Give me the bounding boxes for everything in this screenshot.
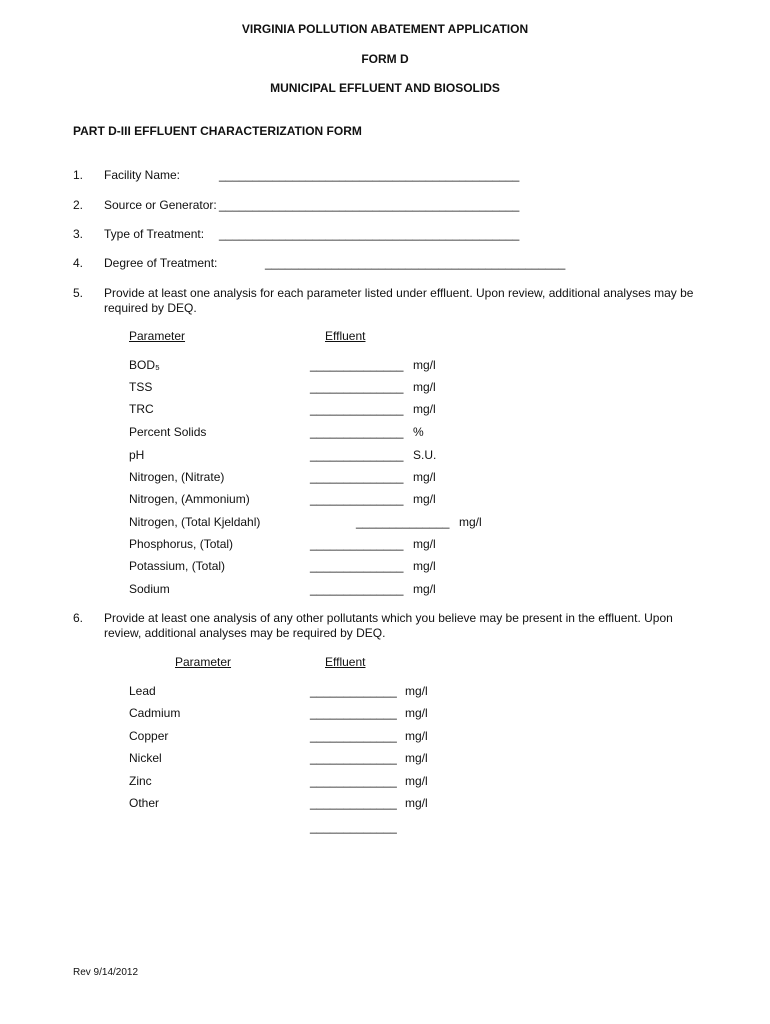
revision-date: Rev 9/14/2012	[73, 967, 139, 978]
q5-param: Percent Solids	[129, 425, 207, 439]
question-6-text: Provide at least one analysis of any other pollutants which you believe may be present in the effluent. Upon review, additional analyses may be required by DEQ.	[104, 611, 673, 640]
q5-effluent-field[interactable]: ______________	[310, 402, 404, 416]
q6-effluent-field[interactable]: _____________	[310, 751, 397, 765]
q5-unit: mg/l	[413, 358, 436, 372]
q5-unit: mg/l	[413, 402, 436, 416]
q5-param: Sodium	[129, 582, 170, 596]
form-label: FORM D	[361, 52, 409, 66]
q5-unit: mg/l	[459, 515, 482, 529]
q5-effluent-field[interactable]: ______________	[310, 380, 404, 394]
q5-effluent-field[interactable]: ______________	[310, 358, 404, 372]
degree-of-treatment-field[interactable]: _____________________________________________	[265, 256, 566, 270]
q5-param: Nitrogen, (Total Kjeldahl)	[129, 515, 261, 529]
form-subtitle: MUNICIPAL EFFLUENT AND BIOSOLIDS	[270, 81, 500, 95]
q5-effluent-field[interactable]: ______________	[310, 582, 404, 596]
q6-effluent-field[interactable]: _____________	[310, 729, 397, 743]
q5-unit: mg/l	[413, 559, 436, 573]
q6-unit: mg/l	[405, 729, 428, 743]
question-5-text: Provide at least one analysis for each parameter listed under effluent. Upon review, additional analyses may be required by DEQ.	[104, 286, 694, 315]
q6-effluent-field[interactable]: _____________	[310, 774, 397, 788]
q5-unit: %	[413, 425, 424, 439]
q5-effluent-field[interactable]: ______________	[356, 515, 450, 529]
q5-param: pH	[129, 448, 145, 462]
form-title: VIRGINIA POLLUTION ABATEMENT APPLICATION	[241, 22, 529, 36]
q6-param: Copper	[129, 729, 169, 743]
q5-param: TSS	[129, 380, 153, 394]
item-number: 1.	[73, 168, 84, 182]
q6-effluent-field[interactable]: _____________	[310, 684, 397, 698]
item-number: 2.	[73, 198, 84, 212]
q6-unit: mg/l	[405, 751, 428, 765]
question-5-number: 5.	[73, 286, 84, 300]
q6-param: Zinc	[129, 774, 152, 788]
q5-param: Nitrogen, (Nitrate)	[129, 470, 225, 484]
q5-param: Phosphorus, (Total)	[129, 537, 234, 551]
item-label: Degree of Treatment:	[104, 256, 218, 270]
facility-name-field[interactable]: _____________________________________________	[219, 168, 520, 182]
q6-unit: mg/l	[405, 796, 428, 810]
q5-effluent-field[interactable]: ______________	[310, 537, 404, 551]
q5-param: BOD₅	[129, 358, 160, 372]
q5-effluent-field[interactable]: ______________	[310, 470, 404, 484]
q6-param: Nickel	[129, 751, 162, 765]
q5-parameter-header: Parameter	[129, 329, 186, 343]
q6-unit: mg/l	[405, 774, 428, 788]
q6-param: Lead	[129, 684, 156, 698]
item-label: Source or Generator:	[104, 198, 217, 212]
q5-effluent-header: Effluent	[325, 329, 366, 343]
q5-param: Nitrogen, (Ammonium)	[129, 492, 250, 506]
type-of-treatment-field[interactable]: _____________________________________________	[219, 227, 520, 241]
q6-unit: mg/l	[405, 684, 428, 698]
q6-parameter-header: Parameter	[175, 655, 232, 669]
q5-unit: mg/l	[413, 470, 436, 484]
q5-param: TRC	[129, 402, 154, 416]
q6-unit: mg/l	[405, 706, 428, 720]
q5-unit: mg/l	[413, 380, 436, 394]
item-number: 4.	[73, 256, 84, 270]
q5-unit: mg/l	[413, 582, 436, 596]
item-number: 3.	[73, 227, 84, 241]
q5-effluent-field[interactable]: ______________	[310, 559, 404, 573]
part-heading: PART D-III EFFLUENT CHARACTERIZATION FORM	[73, 124, 362, 138]
q5-effluent-field[interactable]: ______________	[310, 448, 404, 462]
q5-unit: S.U.	[413, 448, 437, 462]
q6-other-name-field[interactable]: _____________	[310, 820, 397, 834]
q5-effluent-field[interactable]: ______________	[310, 425, 404, 439]
q5-param: Potassium, (Total)	[129, 559, 226, 573]
source-generator-field[interactable]: _____________________________________________	[219, 198, 520, 212]
q6-param: Other	[129, 796, 160, 810]
q6-effluent-header: Effluent	[325, 655, 366, 669]
q6-effluent-field[interactable]: _____________	[310, 706, 397, 720]
q5-effluent-field[interactable]: ______________	[310, 492, 404, 506]
q6-param: Cadmium	[129, 706, 181, 720]
question-6-number: 6.	[73, 611, 84, 625]
q6-effluent-field[interactable]: _____________	[310, 796, 397, 810]
item-label: Type of Treatment:	[104, 227, 205, 241]
q5-unit: mg/l	[413, 492, 436, 506]
q5-unit: mg/l	[413, 537, 436, 551]
item-label: Facility Name:	[104, 168, 181, 182]
